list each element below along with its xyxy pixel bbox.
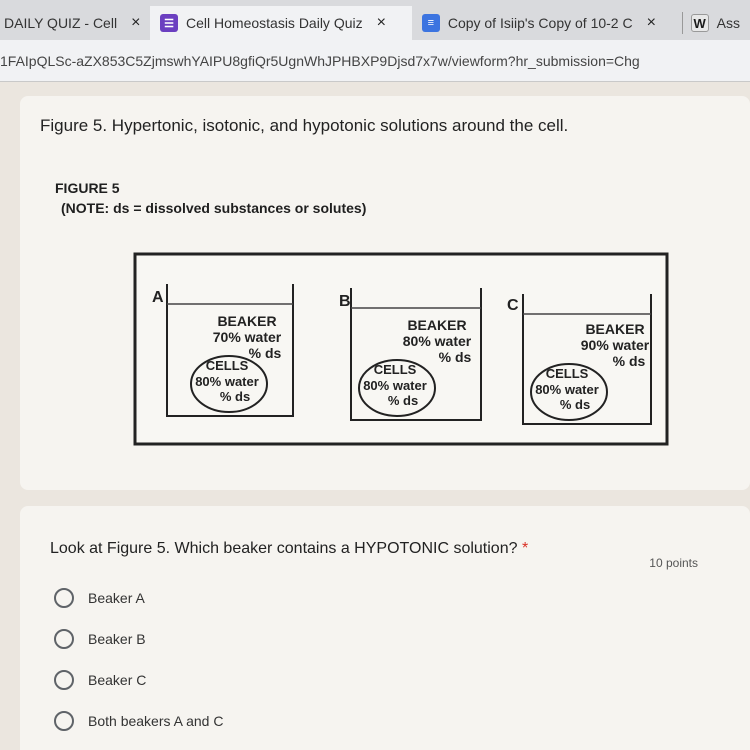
close-icon[interactable]: ×	[376, 14, 386, 31]
tab-ass[interactable]	[683, 6, 750, 40]
cell-water: 80% water	[535, 382, 599, 397]
radio-button[interactable]	[54, 629, 74, 649]
cell-ds: % ds	[387, 393, 419, 408]
radio-button[interactable]	[54, 670, 74, 690]
beaker-ds: % ds	[248, 345, 282, 361]
tab-label: Cell Homeostasis Daily Quiz	[186, 15, 363, 31]
cell-label: CELLS	[205, 358, 249, 373]
option-both-a-and-c[interactable]	[54, 711, 223, 731]
docs-icon: ≡	[422, 14, 440, 32]
tab-label: Ass	[716, 15, 740, 31]
beaker-label: BEAKER	[407, 317, 467, 333]
form-page	[0, 82, 750, 750]
cell-ds: % ds	[219, 389, 251, 404]
required-marker: *	[521, 540, 529, 557]
option-label: Beaker C	[88, 672, 147, 688]
beaker-water: 80% water	[402, 333, 472, 349]
option-label: Beaker A	[88, 590, 145, 606]
tab-label: DAILY QUIZ - Cell	[4, 15, 118, 31]
figure-title: FIGURE 5	[55, 180, 120, 196]
beaker-water: 70% water	[212, 329, 282, 345]
close-icon[interactable]: ×	[131, 14, 141, 31]
points-label: 10 points	[649, 556, 698, 570]
cell-water: 80% water	[363, 378, 427, 393]
cell-ds: % ds	[559, 397, 591, 412]
url-text[interactable]: 1FAIpQLSc-aZX853C5ZjmswhYAIPU8gfiQr5UgnWhJPHBXP9Djsd7x7w/viewform?hr_submission=Chg	[0, 52, 640, 69]
beaker-water: 90% water	[580, 337, 650, 353]
tab-daily-quiz[interactable]	[0, 6, 150, 40]
figure-card	[20, 96, 750, 490]
option-beaker-b[interactable]	[54, 629, 146, 649]
question-card	[20, 506, 750, 750]
option-label: Beaker B	[88, 631, 146, 647]
option-label: Both beakers A and C	[88, 713, 224, 729]
figure-note: (NOTE: ds = dissolved substances or solutes)	[61, 200, 367, 216]
cell-label: CELLS	[373, 362, 417, 377]
question-text	[50, 540, 528, 558]
option-beaker-a[interactable]	[54, 588, 145, 608]
radio-button[interactable]	[54, 588, 74, 608]
beaker-ds: % ds	[438, 349, 472, 365]
tab-copy-of-isiip[interactable]	[412, 6, 682, 40]
beaker-letter: B	[339, 293, 351, 310]
w-icon: W	[691, 14, 709, 32]
question-label: Look at Figure 5. Which beaker contains a HYPOTONIC solution?	[50, 540, 518, 557]
forms-icon: ☰	[160, 14, 178, 32]
beaker-label: BEAKER	[217, 313, 277, 329]
radio-button[interactable]	[54, 711, 74, 731]
close-icon[interactable]: ×	[646, 14, 656, 31]
tab-label: Copy of Isiip's Copy of 10-2 C	[447, 15, 633, 31]
beaker-letter: A	[152, 289, 164, 306]
beaker-ds: % ds	[612, 353, 646, 369]
beaker-figure	[115, 248, 675, 458]
browser-tab-bar	[0, 0, 750, 40]
option-beaker-c[interactable]	[54, 670, 146, 690]
tab-cell-homeostasis[interactable]	[150, 6, 412, 40]
cell-water: 80% water	[195, 374, 259, 389]
cell-label: CELLS	[545, 366, 589, 381]
beaker-label: BEAKER	[585, 321, 645, 337]
figure-caption: Figure 5. Hypertonic, isotonic, and hypotonic solutions around the cell.	[40, 116, 569, 135]
address-bar[interactable]	[0, 40, 750, 82]
beaker-letter: C	[507, 297, 519, 314]
